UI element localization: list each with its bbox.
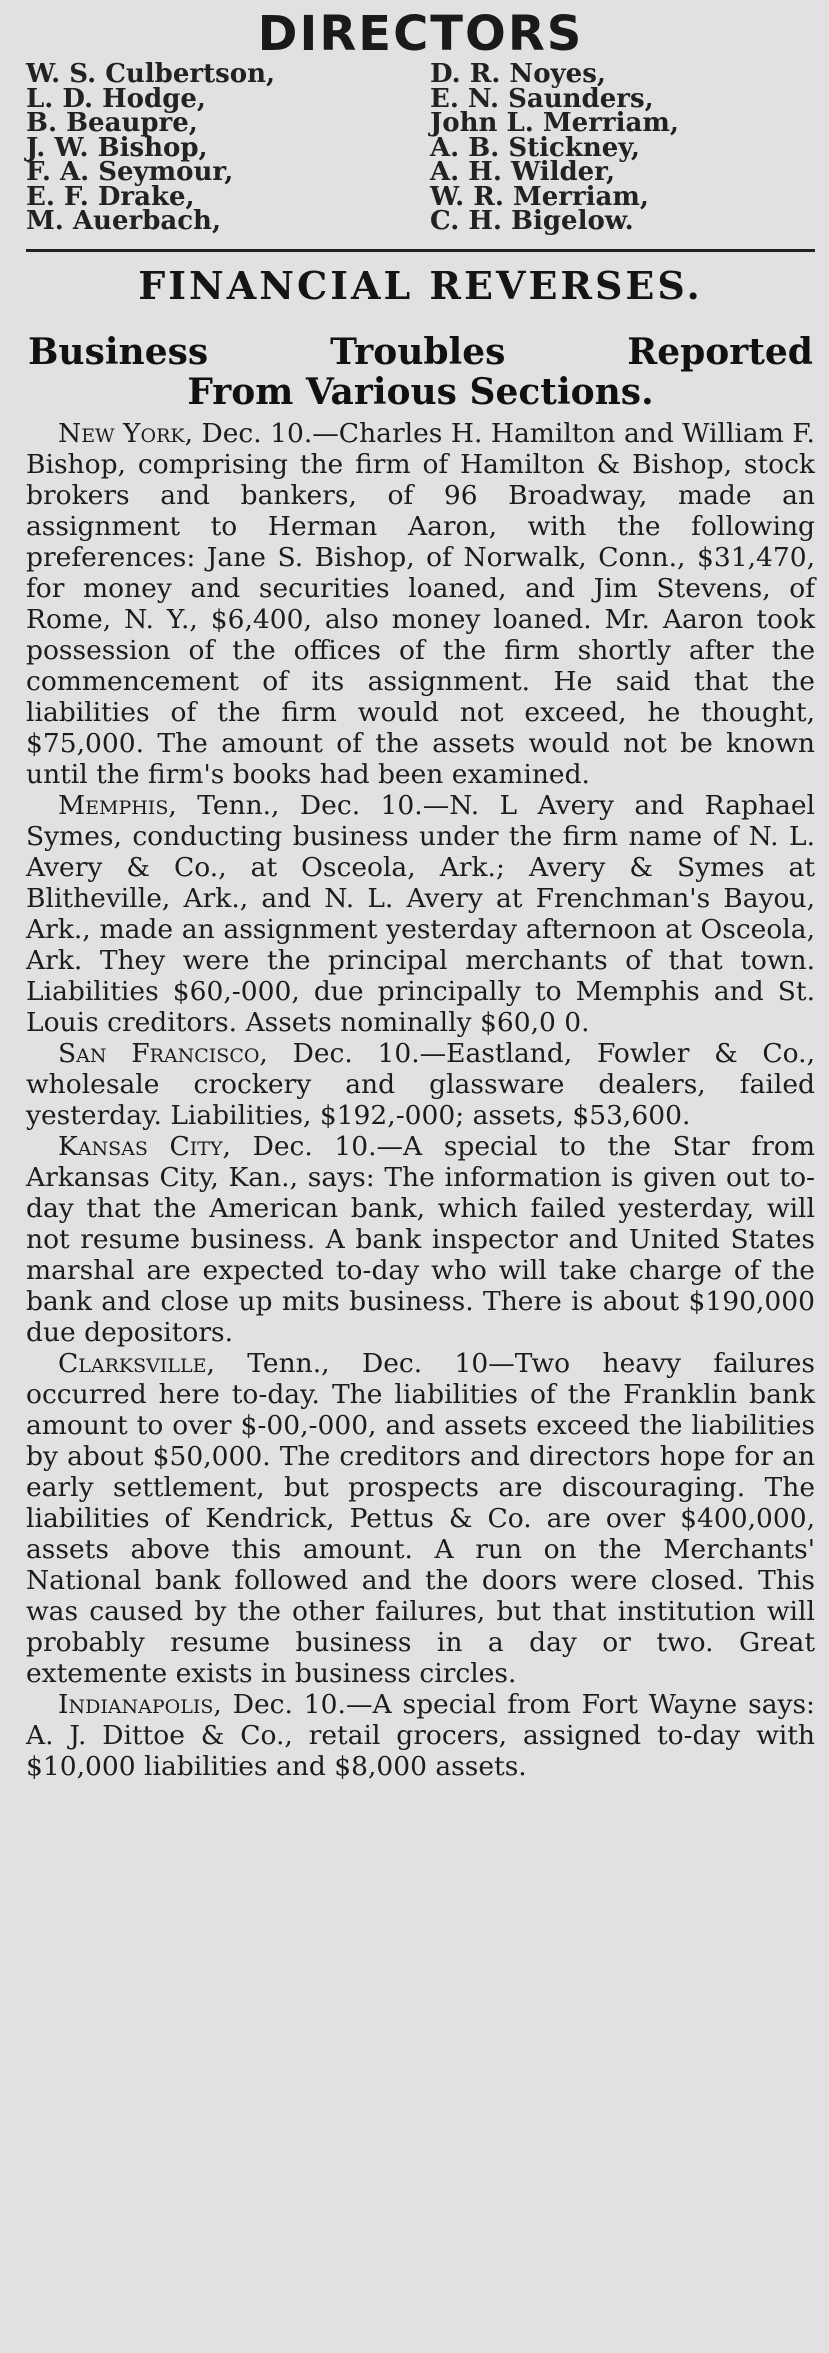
dateline: New York, bbox=[58, 417, 194, 449]
dateline: Clarksville, bbox=[58, 1347, 215, 1379]
director-name: B. Beaupre, bbox=[26, 108, 198, 138]
director-name: W. R. Merriam, bbox=[430, 181, 649, 212]
director-name: F. A. Seymour, bbox=[26, 157, 234, 187]
directors-left-column bbox=[26, 59, 430, 236]
director-name: D. R. Noyes, bbox=[430, 59, 606, 89]
news-paragraph bbox=[26, 790, 815, 1038]
director-name: W. S. Culbertson, bbox=[26, 59, 276, 89]
director-name: A. H. Wilder, bbox=[430, 157, 616, 187]
director-name: E. N. Saunders, bbox=[430, 83, 654, 114]
directors-right-column bbox=[430, 59, 815, 236]
paragraph-text: Tenn., Dec. 10.—N. L Avery and Raphael Symes, conducting business under the firm name of N. L. Avery & Co., at Osceola, Ark.; Avery & Symes at Blitheville, Ark., and N. L. Avery at Frenchman's Bayou, Ark., made an assignment yesterday afternoon at Osceola, Ark. They were the principal merchants of that town. Liabilities $60,-000, due principally to Memphis and St. Louis creditors. Assets nominally $60,0 0. bbox=[26, 789, 815, 1038]
subhead-line-1 bbox=[26, 332, 815, 372]
dateline: Memphis, bbox=[58, 789, 177, 821]
dateline: San Francisco, bbox=[58, 1037, 268, 1069]
director-name: C. H. Bigelow. bbox=[430, 206, 634, 236]
dateline: Indianapolis, bbox=[58, 1688, 222, 1720]
paragraph-text: Dec. 10.—A special to the Star from Arkansas City, Kan., says: The information is given out to-day that the American bank, which failed yesterday, will not resume business. A bank inspector and United States marshal are expected to-day who will take charge of the bank and close up mits business. There is about $190,000 due depositors. bbox=[26, 1130, 815, 1348]
dateline: Kansas City, bbox=[58, 1130, 231, 1162]
director-name: L. D. Hodge, bbox=[26, 83, 206, 114]
director-name: J. W. Bishop, bbox=[26, 132, 208, 163]
director-name: M. Auerbach, bbox=[26, 206, 222, 236]
news-paragraph bbox=[26, 418, 815, 790]
subhead-word: Reported bbox=[627, 330, 813, 373]
paragraph-text: Dec. 10.—A special from Fort Wayne says: A. J. Dittoe & Co., retail grocers, assigned to-day with $10,000 liabilities and $8,000 assets. bbox=[26, 1688, 815, 1782]
news-paragraph bbox=[26, 1131, 815, 1348]
paragraph-text: Tenn., Dec. 10—Two heavy failures occurred here to-day. The liabilities of the Franklin bank amount to over $-00,-000, and assets exceed the liabilities by about $50,000. The creditors and directors hope for an early settlement, but prospects are discouraging. The liabilities of Kendrick, Pettus & Co. are over $400,000, assets above this amount. A run on the Merchants' National bank followed and the doors were closed. This was caused by the other failures, but that institution will probably resume business in a day or two. Great extemente exists in business circles. bbox=[26, 1347, 815, 1689]
directors-heading: DIRECTORS bbox=[257, 6, 584, 62]
subhead-word: Troubles bbox=[330, 330, 506, 373]
directors-list bbox=[26, 59, 815, 236]
article-body bbox=[26, 418, 815, 1782]
article-headline: FINANCIAL REVERSES. bbox=[138, 262, 703, 308]
news-paragraph bbox=[26, 1689, 815, 1782]
director-name: John L. Merriam, bbox=[430, 108, 679, 138]
paragraph-text: Dec. 10.—Charles H. Hamilton and William F. Bishop, comprising the firm of Hamilton & Bishop, stock brokers and bankers, of 96 Broadway, made an assignment to Herman Aaron, with the following preferences: Jane S. Bishop, of Norwalk, Conn., $31,470, for money and securities loaned, and Jim Stevens, of Rome, N. Y., $6,400, also money loaned. Mr. Aaron took possession of the offices of the firm shortly after the commencement of its assignment. He said that the liabilities of the firm would not exceed, he thought, $75,000. The amount of the assets would not be known until the firm's books had been examined. bbox=[26, 417, 815, 790]
news-paragraph bbox=[26, 1038, 815, 1131]
news-paragraph bbox=[26, 1348, 815, 1689]
director-name: E. F. Drake, bbox=[26, 181, 195, 212]
director-name: A. B. Stickney, bbox=[430, 132, 640, 163]
article-subheadline bbox=[26, 332, 815, 412]
paragraph-text: Dec. 10.—Eastland, Fowler & Co., wholesale crockery and glassware dealers, failed yesterday. Liabilities, $192,-000; assets, $53,600. bbox=[26, 1037, 815, 1131]
subhead-line-2: From Various Sections. bbox=[187, 370, 654, 413]
section-divider bbox=[26, 249, 815, 252]
subhead-word: Business bbox=[28, 330, 209, 373]
